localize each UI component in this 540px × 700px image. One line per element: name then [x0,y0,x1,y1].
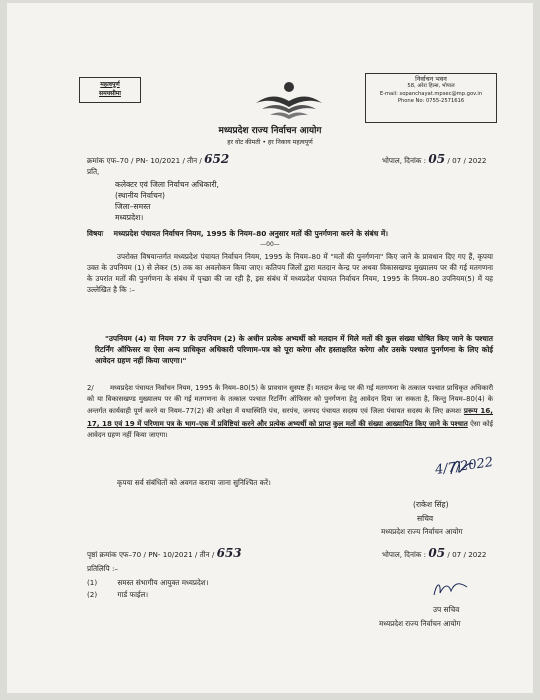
org-tagline: हर वोट कीमती • हर निकाय महत्वपूर्ण [227,139,313,146]
prati-label: प्रति, [87,167,100,176]
paragraph-2-highlight-1: प्ररूप 16, 17, 18 एवं 19 में परिणाम पत्र के भाग–एक में प्रविष्टियां करने और प्रत्येक अभ्यर्थी को प्राप्त [87,406,493,428]
election-commission-logo-icon [254,81,324,121]
copy-item [87,577,208,589]
subject-line [87,229,507,239]
recipient-line: कलेक्टर एवं जिला निर्वाचन अधिकारी, [115,180,219,189]
priority-stamp-line1: महत्वपूर्ण [100,81,120,88]
endorsement-ref-number: 653 [216,546,242,560]
deputy-signature-icon [431,577,471,603]
signatory-name: (राकेश सिंह) [413,500,449,509]
deputy-designation: उप सचिव [433,605,460,614]
signature-scribble: 4/7/2022 [434,455,495,478]
recipient-line: मध्यप्रदेश। [115,213,144,222]
copy-item-number: (2) [87,590,98,599]
closing-line: कृपया सर्व संबंधितों को अवगत कराया जाना सुनिश्चित करें। [117,478,271,487]
paragraph-2-end: ऐसा कोई आवेदन ग्रहण नहीं किया जाएगा। [87,419,493,439]
office-email: E-mail: sopanchayat.mpsec@mp.gov.in [379,90,483,97]
paragraph-2-text: मध्यप्रदेश पंचायत निर्वाचन नियम, 1995 के नियम–80(5) के प्रावधान सुस्पष्ट हैं। मतदान केन्द्र पर की गई मतगणना के तत्काल पश्चात प्राधिकृत अधिकारी को या विकासखण्ड मुख्यालय पर की गई मतगणना के तत्काल पश्चात रिटर्निंग ऑफिसर को पुनर्गणना हेतु आवेदन दिया जा सकता है, किन्तु नियम–80(4) के अन्तर्गत कार्यवाही पूर्ण करने या नियम–77(2) की अपेक्षा में यथास्थिति पंच, सरपंच, जनपद पंचायत सदस्य एवं जिला पंचायत सदस्य के लिए क्रमशः [87,384,493,416]
endorsement-date-prefix: भोपाल, दिनांक : [382,550,427,559]
office-phone: Phone No: 0755-2571616 [397,98,465,105]
office-address-box [365,73,497,123]
date-line [382,151,487,167]
divider: —00— [260,241,280,248]
signatory-designation: सचिव [417,514,434,523]
quoted-rule: "उपनियम (4) या नियम 77 के उपनियम (2) के अधीन प्रत्येक अभ्यर्थी को मतदान में मिले मतों की कुल संख्या घोषित किए जाने के पश्चात रिटर्निंग ऑफिसर या ऐसा अन्य प्राधिकृत अधिकारी परिणाम–पत्र को पूरा करेगा और हस्ताक्षरित करेगा और उसके पश्चात पुनर्गणना के लिए कोई आवेदन ग्रहण नहीं किया जाएगा।" [95,334,493,366]
endorsement-date-rest: / 07 / 2022 [447,550,487,559]
copy-label: प्रतिलिपि :– [87,564,119,573]
letter-page [7,3,533,693]
endorsement-date [382,545,487,561]
org-title: मध्यप्रदेश राज्य निर्वाचन आयोग [218,126,322,136]
copy-item-number: (1) [87,578,98,587]
handwritten-signature-icon [447,456,477,480]
endorsement-ref-prefix: पृष्ठां क्रमांक एफ–70 / PN- 10/2021 / तीन / [87,550,215,559]
copy-item-text: गार्ड फाईल। [117,590,149,599]
paragraph-2-highlight-2: कुल मतों की संख्या आख्यापित किए जाने के पश्चात [332,418,468,428]
priority-stamp [79,77,141,103]
office-address: 58, अरेरा हिल्स, भोपाल [407,83,455,90]
copy-item-text: समस्त संभागीय आयुक्त मध्यप्रदेश। [117,578,209,587]
endorsement-date-day: 05 [428,546,446,560]
reference-number: 652 [204,152,230,166]
recipient-line: जिला–समस्त [115,202,151,211]
priority-stamp-line2: समयसीमा [99,90,121,97]
copy-list [87,577,208,601]
date-rest: / 07 / 2022 [447,156,487,165]
subject-label: विषयः [87,229,104,238]
date-prefix: भोपाल, दिनांक : [382,156,427,165]
recipient-line: (स्थानीय निर्वाचन) [115,191,165,200]
signatory-org: मध्यप्रदेश राज्य निर्वाचन आयोग [381,527,463,536]
paragraph-2-number: 2/ [87,384,94,392]
reference-prefix: क्रमांक एफ–70 / PN- 10/2021 / तीन / [87,156,202,165]
subject-text: मध्यप्रदेश पंचायत निर्वाचन नियम, 1995 के नियम–80 अनुसार मतों की पुनर्गणना करने के संबंध में। [113,229,389,238]
copy-item [87,589,208,601]
paragraph-1: उपरोक्त विषयान्तर्गत मध्यप्रदेश पंचायत निर्वाचन नियम, 1995 के नियम–80 में "मतों की पुनर्गणना" किए जाने के प्रावधान दिए गए हैं, कृपया उक्त के उपनियम (1) से लेकर (5) तक का अवलोकन किया जाए। कतिपय जिलों द्वारा मतदान केन्द्र पर अथवा विकासखण्ड मुख्यालय पर की गई मतगणना के उपरांत मतों की पुनर्गणना के संबंध में पृच्छा की जा रही है, इस संबंध में मध्यप्रदेश पंचायत निर्वाचन नियम, 1995 के नियम–80 उपनियम(5) में यह उल्लेखित है कि :– [87,252,493,294]
reference-line [87,151,229,167]
deputy-org: मध्यप्रदेश राज्य निर्वाचन आयोग [379,619,461,628]
recipient-block [115,179,219,223]
date-day: 05 [428,152,446,166]
paragraph-2 [87,383,493,441]
endorsement-reference [87,545,242,561]
office-name: निर्वाचन भवन [415,75,447,83]
